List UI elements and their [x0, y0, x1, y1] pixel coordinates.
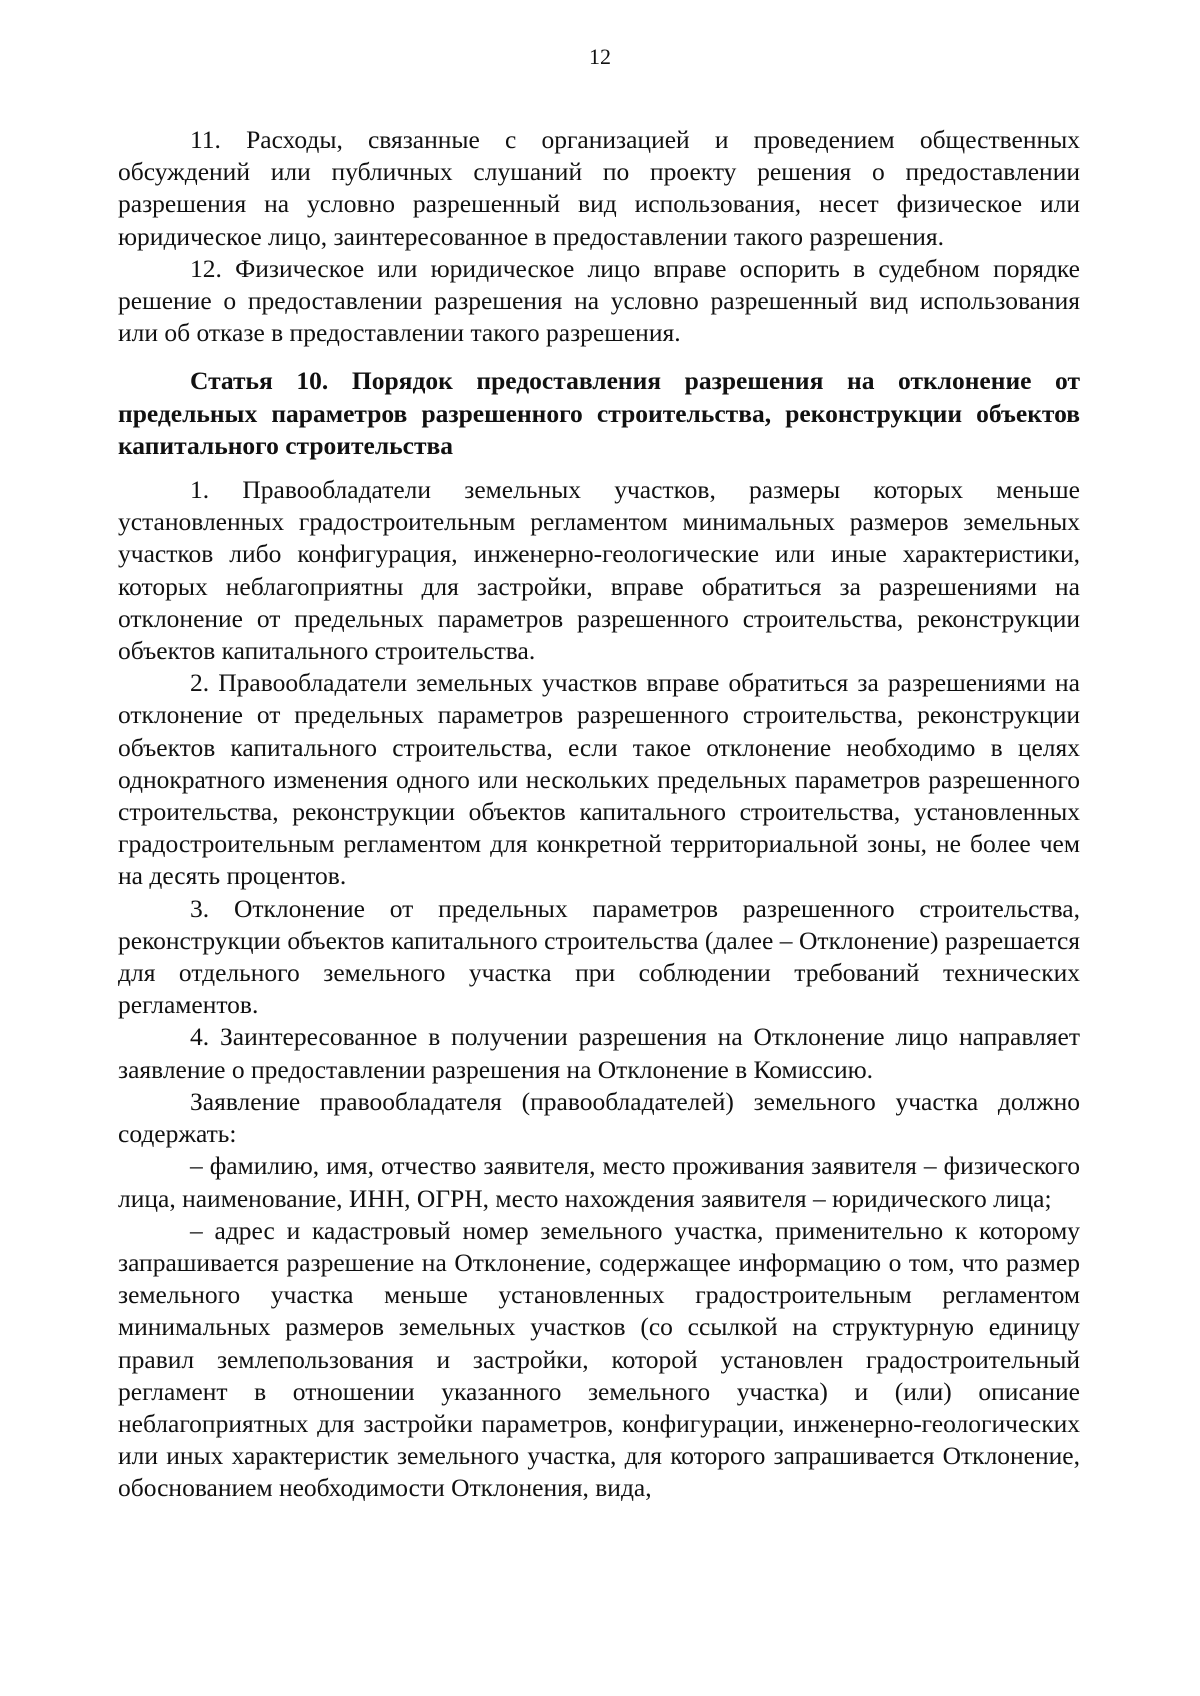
statement-contents-paragraph: Заявление правообладателя (правообладателей) земельного участка должно содержать: — [118, 1086, 1080, 1149]
dash-item-applicant: – фамилию, имя, отчество заявителя, место проживания заявителя – физического лица, наименование, ИНН, ОГРН, место нахождения заявителя – юридического лица; — [118, 1151, 1080, 1213]
article-10-item-3: 3. Отклонение от предельных параметров разрешенного строительства, реконструкции объектов капитального строительства (далее – Отклонение) разрешается для отдельного земельного участка при соблюдении требований технических регламентов. — [118, 893, 1080, 1020]
document-body — [118, 124, 1080, 1505]
paragraph-11: 11. Расходы, связанные с организацией и проведением общественных обсуждений или публичных слушаний по проекту решения о предоставлении разрешения на условно разрешенный вид использования, несет физическое или юридическое лицо, заинтересованное в предоставлении такого разрешения. — [118, 125, 1080, 251]
article-10-heading: Статья 10. Порядок предоставления разрешения на отклонение от предельных параметров разрешенного строительства, реконструкции объектов капитального строительства — [118, 366, 1080, 460]
page-number: 12 — [589, 44, 611, 69]
article-10-item-4: 4. Заинтересованное в получении разрешения на Отклонение лицо направляет заявление о предоставлении разрешения на Отклонение в Комиссию. — [118, 1022, 1080, 1084]
dash-item-land-plot: – адрес и кадастровый номер земельного участка, применительно к которому запрашивается разрешение на Отклонение, содержащее информацию о том, что размер земельного участка меньше установленных градостроительным регламентом минимальных размеров земельных участков (со ссылкой на структурную единицу правил землепользования и застройки, которой установлен градостроительный регламент в отношении указанного земельного участка) и (или) описание неблагоприятных для застройки параметров, конфигурации, инженерно-геологических или иных характеристик земельного участка, для которого запрашивается Отклонение, обоснованием необходимости Отклонения, вида, — [118, 1215, 1080, 1503]
article-10-item-1: 1. Правообладатели земельных участков, размеры которых меньше установленных градостроительным регламентом минимальных размеров земельных участков либо конфигурация, инженерно-геологические или иные характеристики, которых неблагоприятны для застройки, вправе обратиться за разрешениями на отклонение от предельных параметров разрешенного строительства, реконструкции объектов капитального строительства. — [118, 475, 1080, 666]
article-10-item-2: 2. Правообладатели земельных участков вправе обратиться за разрешениями на отклонение от предельных параметров разрешенного строительства, реконструкции объектов капитального строительства, если такое отклонение необходимо в целях однократного изменения одного или нескольких предельных параметров разрешенного строительства, реконструкции объектов капитального строительства, установленных градостроительным регламентом для конкретной территориальной зоны, не более чем на десять процентов. — [118, 668, 1080, 891]
paragraph-12: 12. Физическое или юридическое лицо вправе оспорить в судебном порядке решение о предоставлении разрешения на условно разрешенный вид использования или об отказе в предоставлении такого разрешения. — [118, 253, 1080, 348]
